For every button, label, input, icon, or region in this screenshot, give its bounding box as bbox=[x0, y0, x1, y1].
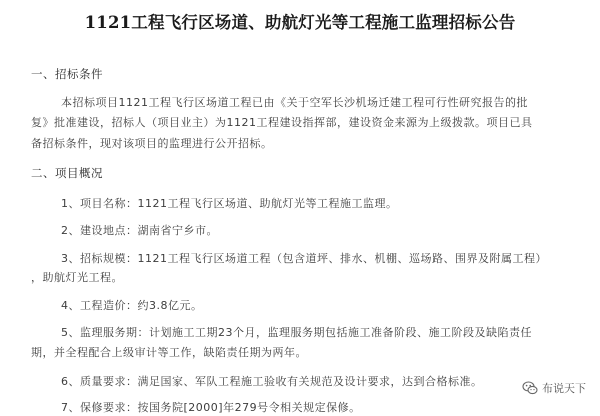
page-title: 1121工程飞行区场道、助航灯光等工程施工监理招标公告 bbox=[84, 13, 516, 32]
paragraph-line: 备招标条件，现对该项目的监理进行公开招标。 bbox=[31, 137, 273, 150]
list-item-service-period: 5、监理服务期：计划施工工期23个月，监理服务期包括施工准备阶段、施工阶段及缺陷责任 bbox=[61, 326, 532, 339]
section-heading-project-overview: 二、项目概况 bbox=[31, 166, 103, 180]
watermark-text: 布说天下 bbox=[542, 382, 586, 395]
list-item-location: 2、建设地点：湖南省宁乡市。 bbox=[61, 224, 218, 237]
paragraph-line: 本招标项目1121工程飞行区场道工程已由《关于空军长沙机场迁建工程可行性研究报告的批 bbox=[61, 96, 528, 109]
paragraph-line: 复》批准建设，招标人（项目业主）为1121工程建设指挥部，建设资金来源为上级拨款。项目已具 bbox=[31, 116, 533, 129]
list-item-cost: 4、工程造价：约3.8亿元。 bbox=[61, 299, 203, 312]
list-item-quality: 6、质量要求：满足国家、军队工程施工验收有关规范及设计要求，达到合格标准。 bbox=[61, 375, 483, 388]
list-item-project-name: 1、项目名称：1121工程飞行区场道、助航灯光等工程施工监理。 bbox=[61, 197, 398, 210]
watermark bbox=[522, 380, 586, 396]
list-item-scale: 3、招标规模：1121工程飞行区场道工程（包含道坪、排水、机棚、巡场路、围界及附属工程） bbox=[61, 252, 547, 265]
list-item-service-period-cont: 期，并全程配合上级审计等工作，缺陷责任期为两年。 bbox=[31, 346, 307, 359]
list-item-scale-cont: ，助航灯光工程。 bbox=[31, 271, 123, 284]
wechat-icon bbox=[522, 380, 538, 396]
section-heading-bidding-conditions: 一、招标条件 bbox=[31, 67, 103, 81]
list-item-warranty: 7、保修要求：按国务院[2000]年279号令相关规定保修。 bbox=[61, 401, 361, 414]
